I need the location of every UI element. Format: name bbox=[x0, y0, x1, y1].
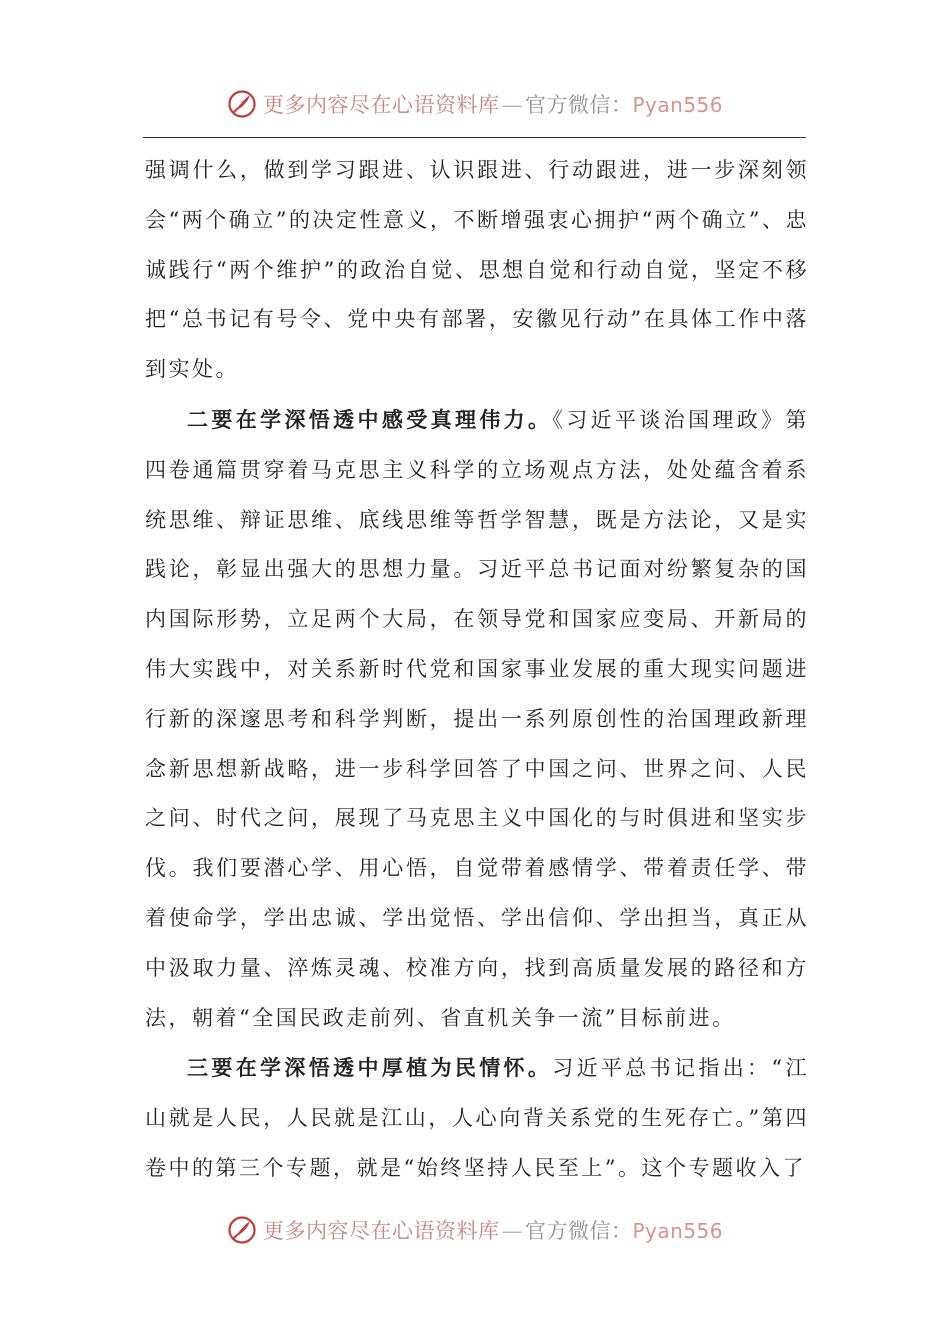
banner-wechat-id: Pyan556 bbox=[632, 1219, 723, 1243]
document-body bbox=[145, 146, 809, 1194]
banner-text bbox=[263, 1215, 723, 1245]
paragraph-2-heading: 二要在学深悟透中感受真理伟力。 bbox=[187, 406, 553, 432]
paragraph-3-text: 习近平总书记指出：“江山就是人民，人民就是江山，人心向背关系党的生死存亡。”第四卷中的第三个专题，就是“始终坚持人民至上”。这个专题收入了 bbox=[145, 1056, 809, 1180]
banner-wechat-label: 官方微信： bbox=[524, 1219, 633, 1243]
paragraph-1 bbox=[145, 146, 809, 395]
quill-pen-logo-icon bbox=[227, 89, 257, 119]
paragraph-1-text: 强调什么，做到学习跟进、认识跟进、行动跟进，进一步深刻领会“两个确立”的决定性意义，不断增强衷心拥护“两个确立”、忠诚践行“两个维护”的政治自觉、思想自觉和行动自觉，坚定不移把“总书记有号令、党中央有部署，安徽见行动”在具体工作中落到实处。 bbox=[145, 158, 809, 382]
paragraph-2-text: 《习近平谈治国理政》第四卷通篇贯穿着马克思主义科学的立场观点方法，处处蕴含着系统思维、辩证思维、底线思维等哲学智慧，既是方法论，又是实践论，彰显出强大的思想力量。习近平总书记面对纷繁复杂的国内国际形势，立足两个大局，在领导党和国家应变局、开新局的伟大实践中，对关系新时代党和国家事业发展的重大现实问题进行新的深邃思考和科学判断，提出一系列原创性的治国理政新理念新思想新战略，进一步科学回答了中国之问、世界之问、人民之问、时代之问，展现了马克思主义中国化的与时俱进和坚实步伐。我们要潜心学、用心悟，自觉带着感情学、带着责任学、带着使命学，学出忠诚、学出觉悟、学出信仰、学出担当，真正从中汲取力量、淬炼灵魂、校准方向，找到高质量发展的路径和方法，朝着“全国民政走前列、省直机关争一流”目标前进。 bbox=[145, 407, 810, 1030]
banner-text bbox=[263, 89, 723, 119]
paragraph-2 bbox=[145, 395, 809, 1043]
banner-brand: 更多内容尽在心语资料库 bbox=[262, 1219, 500, 1243]
footer-banner bbox=[0, 1210, 950, 1250]
paragraph-3-heading: 三要在学深悟透中厚植为民情怀。 bbox=[187, 1055, 553, 1081]
banner-separator: — bbox=[501, 1219, 523, 1243]
banner-separator: — bbox=[501, 93, 523, 117]
banner-wechat-label: 官方微信： bbox=[524, 93, 633, 117]
banner-brand: 更多内容尽在心语资料库 bbox=[262, 93, 500, 117]
header-banner bbox=[0, 84, 950, 124]
quill-pen-logo-icon bbox=[227, 1215, 257, 1245]
banner-wechat-id: Pyan556 bbox=[632, 93, 723, 117]
header-divider bbox=[143, 137, 806, 138]
paragraph-3 bbox=[145, 1043, 809, 1193]
